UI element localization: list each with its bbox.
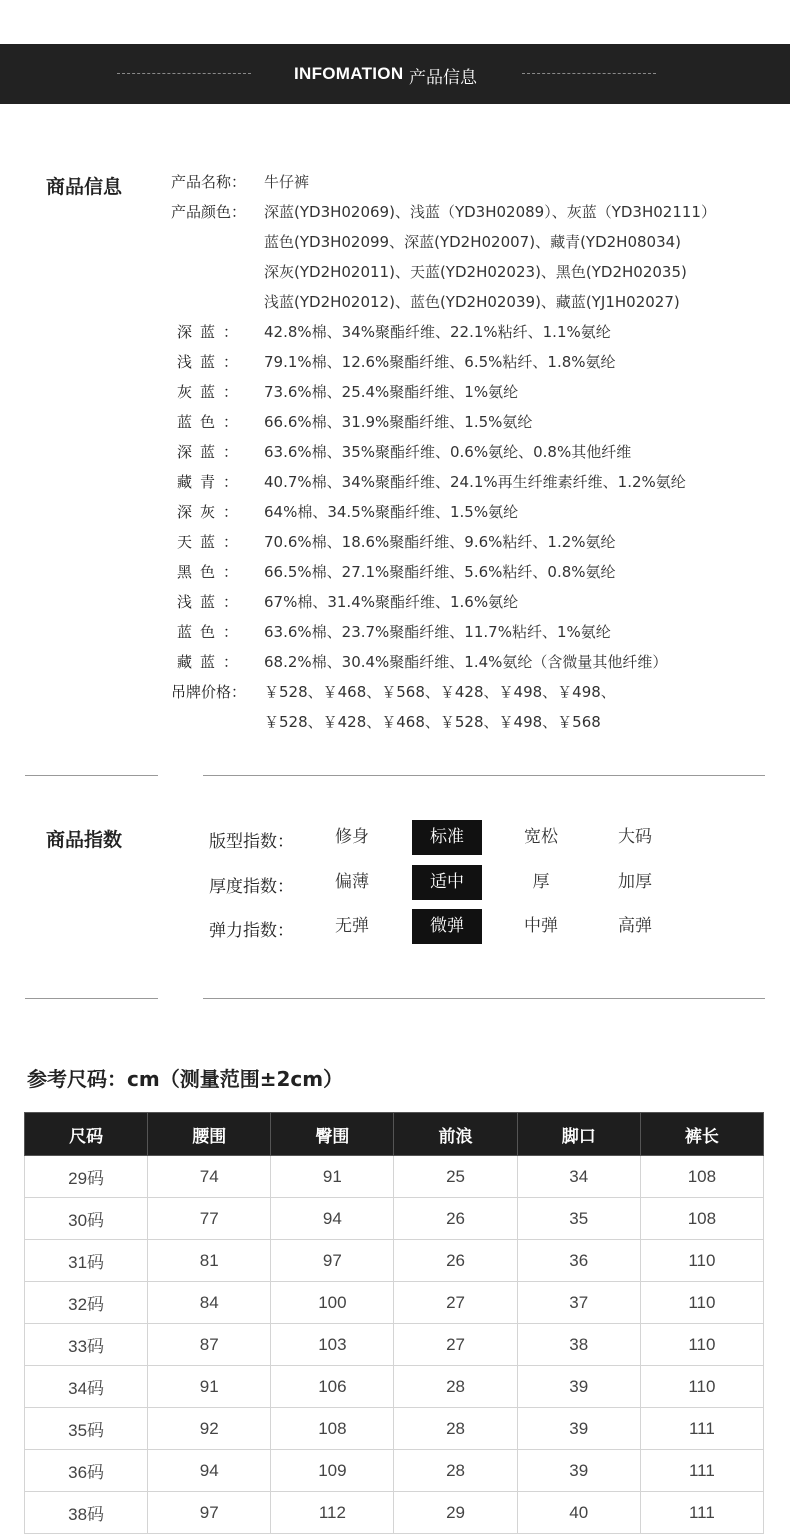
info-value: 70.6%棉、18.6%聚酯纤维、9.6%粘纤、1.2%氨纶: [264, 533, 616, 551]
table-cell: 39: [517, 1450, 640, 1492]
info-label: 天蓝：: [176, 533, 246, 551]
info-label: 深蓝：: [176, 323, 246, 341]
info-row: [0, 531, 790, 561]
table-cell: 108: [640, 1156, 763, 1198]
info-value: 40.7%棉、34%聚酯纤维、24.1%再生纤维素纤维、1.2%氨纶: [264, 473, 686, 491]
table-cell: 77: [148, 1198, 271, 1240]
size-chart-table: [24, 1112, 764, 1534]
table-row: [25, 1324, 764, 1366]
table-cell: 112: [271, 1492, 394, 1534]
table-cell: 27: [394, 1282, 517, 1324]
info-row: [0, 231, 790, 261]
index-option: 加厚: [618, 871, 652, 892]
index-option-selected: 适中: [412, 865, 482, 900]
table-cell: 94: [148, 1450, 271, 1492]
table-row: [25, 1408, 764, 1450]
table-cell: 108: [640, 1198, 763, 1240]
info-row: [0, 561, 790, 591]
size-chart-header-cell: 尺码: [25, 1113, 148, 1156]
table-cell: 33码: [25, 1324, 148, 1366]
table-cell: 94: [271, 1198, 394, 1240]
table-cell: 39: [517, 1408, 640, 1450]
index-label: 弹力指数：: [209, 921, 294, 941]
table-cell: 92: [148, 1408, 271, 1450]
table-cell: 81: [148, 1240, 271, 1282]
info-row: [0, 411, 790, 441]
index-option: 中弹: [524, 916, 558, 936]
table-cell: 97: [148, 1492, 271, 1534]
info-value: 浅蓝(YD2H02012)、蓝色(YD2H02039)、藏蓝(YJ1H02027): [264, 293, 680, 311]
table-row: [25, 1240, 764, 1282]
info-label: 吊牌价格：: [170, 683, 246, 701]
table-row: [25, 1156, 764, 1198]
index-option-selected: 微弹: [412, 909, 482, 944]
banner-title-cn: 产品信息: [409, 68, 477, 88]
info-row: [0, 291, 790, 321]
info-value: 66.6%棉、31.9%聚酯纤维、1.5%氨纶: [264, 413, 533, 431]
banner-title-en: INFOMATION: [294, 64, 404, 83]
table-cell: 26: [394, 1198, 517, 1240]
table-cell: 35码: [25, 1408, 148, 1450]
info-label: 蓝色：: [176, 623, 246, 641]
info-label: 深灰：: [176, 503, 246, 521]
table-cell: 36: [517, 1240, 640, 1282]
info-row: [0, 501, 790, 531]
info-value: 牛仔裤: [264, 173, 310, 191]
table-cell: 37: [517, 1282, 640, 1324]
table-cell: 110: [640, 1366, 763, 1408]
table-cell: 29码: [25, 1156, 148, 1198]
info-row: [0, 201, 790, 231]
info-value: 深灰(YD2H02011)、天蓝(YD2H02023)、黑色(YD2H02035): [264, 263, 687, 281]
table-cell: 110: [640, 1240, 763, 1282]
info-label: 浅蓝：: [176, 353, 246, 371]
index-option: 修身: [335, 827, 369, 847]
info-row: [0, 591, 790, 621]
banner-dashed-line-right: [522, 73, 656, 74]
info-label: 产品颜色：: [170, 203, 246, 221]
info-value: 64%棉、34.5%聚酯纤维、1.5%氨纶: [264, 503, 519, 521]
info-row: [0, 171, 790, 201]
info-label: 灰蓝：: [176, 383, 246, 401]
index-option: 厚: [532, 871, 550, 892]
info-row: [0, 321, 790, 351]
size-chart-title: 参考尺码：cm（测量范围±2cm）: [27, 1067, 344, 1091]
product-index-title: 商品指数: [46, 829, 123, 851]
table-cell: 109: [271, 1450, 394, 1492]
index-option-selected: 标准: [412, 820, 482, 855]
info-row: [0, 261, 790, 291]
info-label: 浅蓝：: [176, 593, 246, 611]
info-value: 67%棉、31.4%聚酯纤维、1.6%氨纶: [264, 593, 519, 611]
info-value: ￥528、￥428、￥468、￥528、￥498、￥568: [264, 713, 601, 731]
info-value: 79.1%棉、12.6%聚酯纤维、6.5%粘纤、1.8%氨纶: [264, 353, 616, 371]
table-cell: 30码: [25, 1198, 148, 1240]
info-label: 藏蓝：: [176, 653, 246, 671]
table-row: [25, 1198, 764, 1240]
table-cell: 108: [271, 1408, 394, 1450]
table-cell: 38: [517, 1324, 640, 1366]
info-label: 黑色：: [176, 563, 246, 581]
table-cell: 32码: [25, 1282, 148, 1324]
divider-left: [25, 775, 158, 776]
info-value: 73.6%棉、25.4%聚酯纤维、1%氨纶: [264, 383, 519, 401]
info-label: 藏青：: [176, 473, 246, 491]
table-cell: 111: [640, 1492, 763, 1534]
table-cell: 25: [394, 1156, 517, 1198]
table-cell: 110: [640, 1324, 763, 1366]
table-cell: 35: [517, 1198, 640, 1240]
table-cell: 31码: [25, 1240, 148, 1282]
index-label: 厚度指数：: [209, 876, 294, 897]
banner-dashed-line-left: [117, 73, 251, 74]
table-row: [25, 1282, 764, 1324]
index-option: 高弹: [618, 916, 652, 936]
table-cell: 40: [517, 1492, 640, 1534]
table-cell: 28: [394, 1408, 517, 1450]
info-row: [0, 381, 790, 411]
table-cell: 110: [640, 1282, 763, 1324]
table-cell: 39: [517, 1366, 640, 1408]
table-row: [25, 1492, 764, 1534]
info-value: 蓝色(YD3H02099、深蓝(YD2H02007)、藏青(YD2H08034): [264, 233, 682, 251]
table-cell: 74: [148, 1156, 271, 1198]
table-cell: 34码: [25, 1366, 148, 1408]
info-value: 66.5%棉、27.1%聚酯纤维、5.6%粘纤、0.8%氨纶: [264, 563, 616, 581]
info-row: [0, 711, 790, 741]
size-chart-header-cell: 脚口: [517, 1113, 640, 1156]
info-row: [0, 351, 790, 381]
table-cell: 97: [271, 1240, 394, 1282]
table-cell: 111: [640, 1450, 763, 1492]
table-cell: 28: [394, 1450, 517, 1492]
index-option: 宽松: [524, 827, 558, 847]
info-banner: [0, 44, 790, 104]
size-chart-header-cell: 裤长: [640, 1113, 763, 1156]
info-label: 深蓝：: [176, 443, 246, 461]
table-cell: 106: [271, 1366, 394, 1408]
info-label: 产品名称：: [170, 173, 246, 191]
info-value: ￥528、￥468、￥568、￥428、￥498、￥498、: [264, 683, 616, 701]
table-cell: 111: [640, 1408, 763, 1450]
table-cell: 27: [394, 1324, 517, 1366]
table-row: [25, 1366, 764, 1408]
index-option: 大码: [618, 827, 652, 847]
info-row: [0, 471, 790, 501]
table-cell: 91: [271, 1156, 394, 1198]
info-value: 42.8%棉、34%聚酯纤维、22.1%粘纤、1.1%氨纶: [264, 323, 611, 341]
table-cell: 28: [394, 1366, 517, 1408]
table-cell: 34: [517, 1156, 640, 1198]
divider-right-2: [203, 998, 765, 999]
index-option: 无弹: [335, 916, 369, 936]
info-label: 蓝色：: [176, 413, 246, 431]
table-cell: 87: [148, 1324, 271, 1366]
size-chart-header-cell: 臀围: [271, 1113, 394, 1156]
table-cell: 84: [148, 1282, 271, 1324]
index-label: 版型指数：: [209, 832, 294, 852]
info-row: [0, 621, 790, 651]
table-cell: 38码: [25, 1492, 148, 1534]
info-value: 深蓝(YD3H02069)、浅蓝（YD3H02089）、灰蓝（YD3H02111）: [264, 203, 716, 221]
info-value: 63.6%棉、23.7%聚酯纤维、11.7%粘纤、1%氨纶: [264, 623, 611, 641]
product-info-title: 商品信息: [46, 176, 123, 198]
table-cell: 91: [148, 1366, 271, 1408]
info-value: 63.6%棉、35%聚酯纤维、0.6%氨纶、0.8%其他纤维: [264, 443, 632, 461]
size-chart-header-cell: 腰围: [148, 1113, 271, 1156]
divider-right: [203, 775, 765, 776]
table-cell: 29: [394, 1492, 517, 1534]
divider-left-2: [25, 998, 158, 999]
size-chart-header-cell: 前浪: [394, 1113, 517, 1156]
info-row: [0, 651, 790, 681]
table-row: [25, 1450, 764, 1492]
info-row: [0, 681, 790, 711]
table-cell: 26: [394, 1240, 517, 1282]
size-chart-header-row: [25, 1113, 764, 1156]
info-row: [0, 441, 790, 471]
index-option: 偏薄: [335, 871, 369, 892]
table-cell: 100: [271, 1282, 394, 1324]
table-cell: 36码: [25, 1450, 148, 1492]
info-value: 68.2%棉、30.4%聚酯纤维、1.4%氨纶（含微量其他纤维）: [264, 653, 668, 671]
table-cell: 103: [271, 1324, 394, 1366]
